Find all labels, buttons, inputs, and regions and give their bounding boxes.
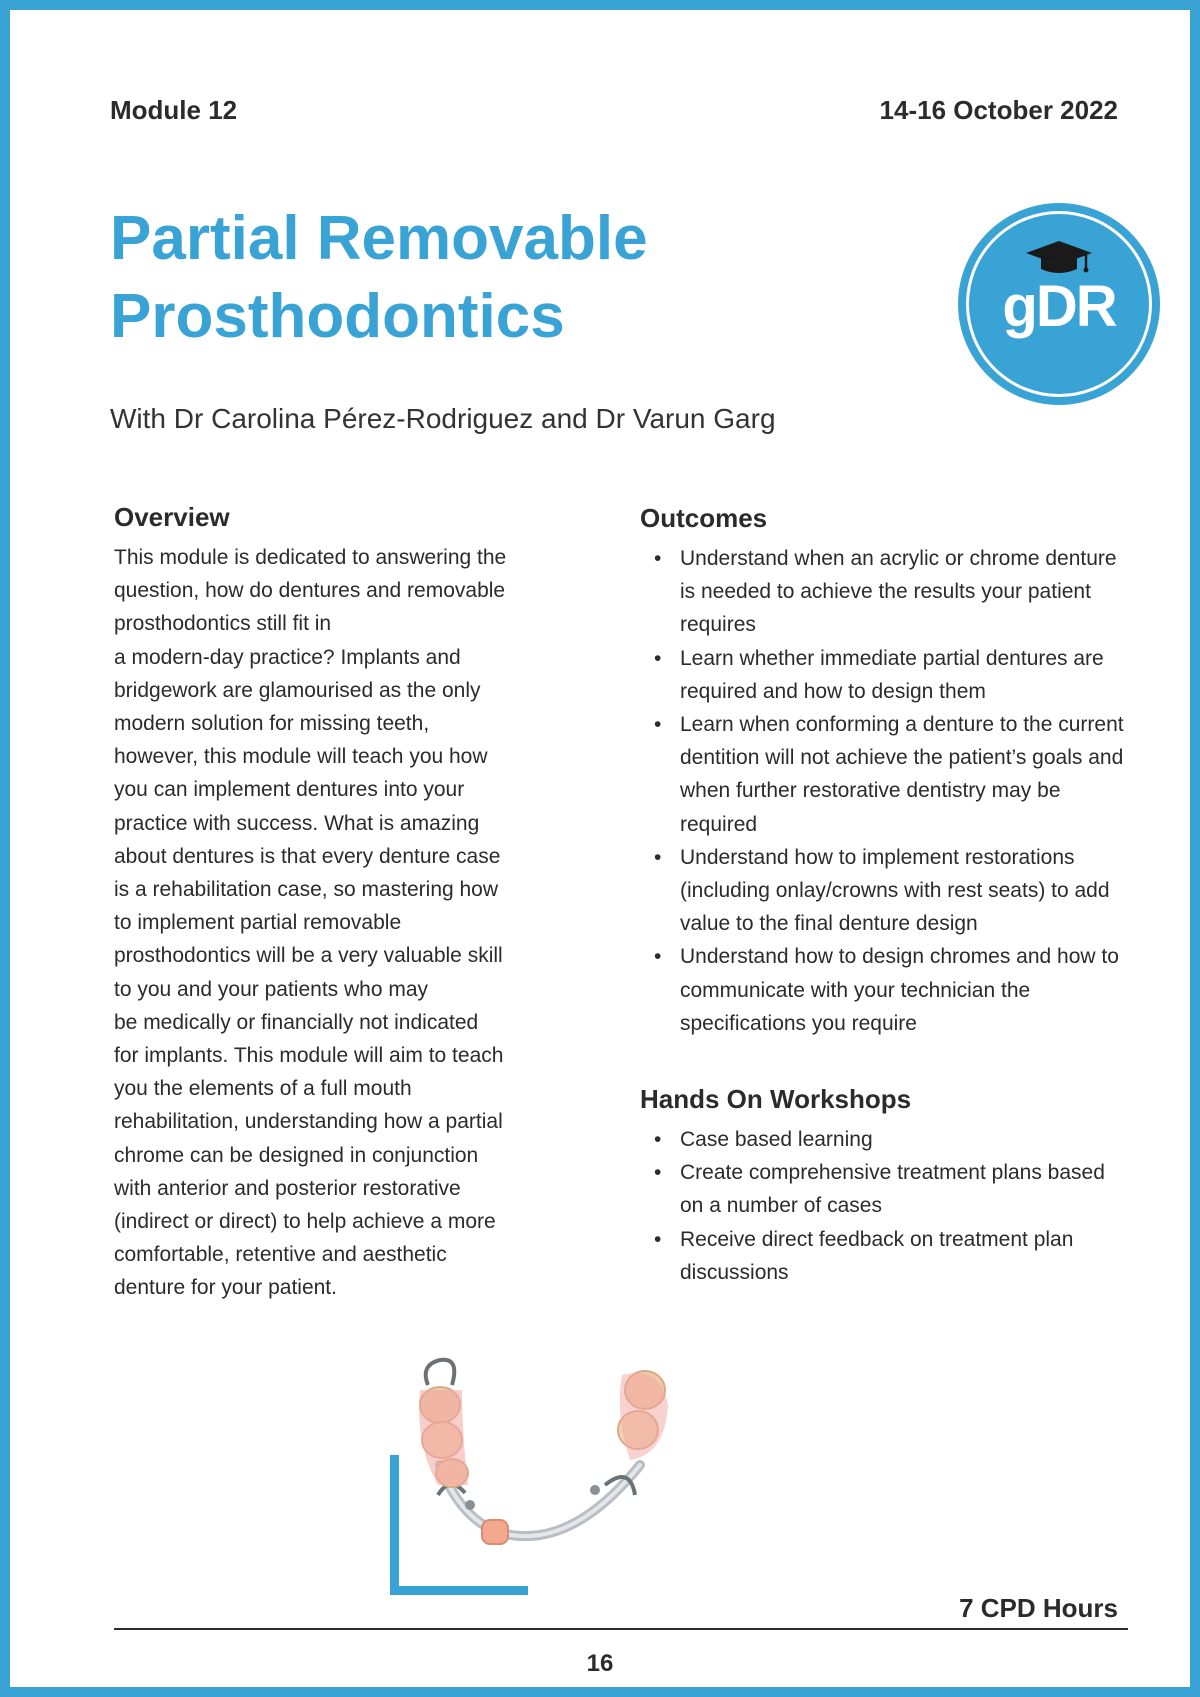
overview-line: to you and your patients who may xyxy=(114,977,429,1001)
overview-line: prosthodontics will be a very valuable skill xyxy=(114,944,503,968)
overview-line: This module is dedicated to answering the xyxy=(114,546,507,569)
overview-line: be medically or financially not indicated xyxy=(114,1010,479,1034)
overview-line: chrome can be designed in conjunction xyxy=(114,1143,479,1167)
overview-line: with anterior and posterior restorative xyxy=(114,1176,461,1200)
title-line-2: Prosthodontics xyxy=(110,282,565,351)
overview-line: modern solution for missing teeth, xyxy=(114,712,430,736)
module-label: Module 12 xyxy=(110,95,238,125)
page-number: 16 xyxy=(586,1650,614,1677)
footer-divider xyxy=(114,1628,1128,1630)
presenters-subtitle: With Dr Carolina Pérez-Rodriguez and Dr Varun Garg xyxy=(110,403,776,434)
overview-line: (indirect or direct) to help achieve a more xyxy=(114,1210,496,1234)
list-item: • Understand when an acrylic or chrome denture is needed to achieve the results your patient requires xyxy=(680,542,1130,642)
overview-heading: Overview xyxy=(114,502,230,532)
list-item: • Create comprehensive treatment plans based on a number of cases xyxy=(680,1156,1130,1222)
title-line-1: Partial Removable xyxy=(110,204,648,273)
overview-line: bridgework are glamourised as the only xyxy=(114,678,481,702)
overview-line: about dentures is that every denture case xyxy=(114,844,501,868)
outcomes-list xyxy=(640,542,1130,1040)
outcomes-heading: Outcomes xyxy=(640,503,768,533)
overview-line: you the elements of a full mouth xyxy=(114,1077,412,1101)
overview-section xyxy=(114,502,564,1305)
overview-line: denture for your patient. xyxy=(114,1276,337,1300)
overview-line: a modern-day practice? Implants and xyxy=(114,645,461,669)
overview-line: is a rehabilitation case, so mastering how xyxy=(114,878,499,902)
list-item: • Understand how to implement restorations (including onlay/crowns with rest seats) to add value to the final denture design xyxy=(680,841,1130,941)
logo-text: gDR xyxy=(1002,274,1116,339)
overview-line: rehabilitation, understanding how a partial xyxy=(114,1110,503,1134)
page-title xyxy=(110,200,870,356)
list-item: • Understand how to design chromes and how to communicate with your technician the specifications you require xyxy=(680,940,1130,1040)
overview-line: for implants. This module will aim to teach xyxy=(114,1044,504,1068)
workshops-heading: Hands On Workshops xyxy=(640,1084,912,1115)
denture-photo xyxy=(390,1345,730,1595)
overview-line: you can implement dentures into your xyxy=(114,778,465,802)
cpd-hours: 7 CPD Hours xyxy=(959,1593,1118,1623)
event-date: 14-16 October 2022 xyxy=(879,95,1118,125)
workshops-list xyxy=(640,1123,1130,1289)
overview-body xyxy=(114,541,564,1305)
list-item: • Case based learning xyxy=(680,1123,1130,1156)
overview-line: comfortable, retentive and aesthetic xyxy=(114,1243,447,1267)
overview-line: practice with success. What is amazing xyxy=(114,811,480,835)
overview-line: to implement partial removable xyxy=(114,911,402,935)
overview-line: question, how do dentures and removable xyxy=(114,579,506,603)
list-item: • Learn when conforming a denture to the current dentition will not achieve the patient’s goals and when further restorative dentistry may be required xyxy=(680,708,1130,841)
overview-line: prosthodontics still fit in xyxy=(114,612,332,636)
list-item: • Receive direct feedback on treatment plan discussions xyxy=(680,1223,1130,1289)
overview-line: however, this module will teach you how xyxy=(114,745,488,769)
list-item: • Learn whether immediate partial dentures are required and how to design them xyxy=(680,642,1130,708)
outcomes-section xyxy=(640,503,1130,1289)
gdr-logo xyxy=(958,203,1160,405)
